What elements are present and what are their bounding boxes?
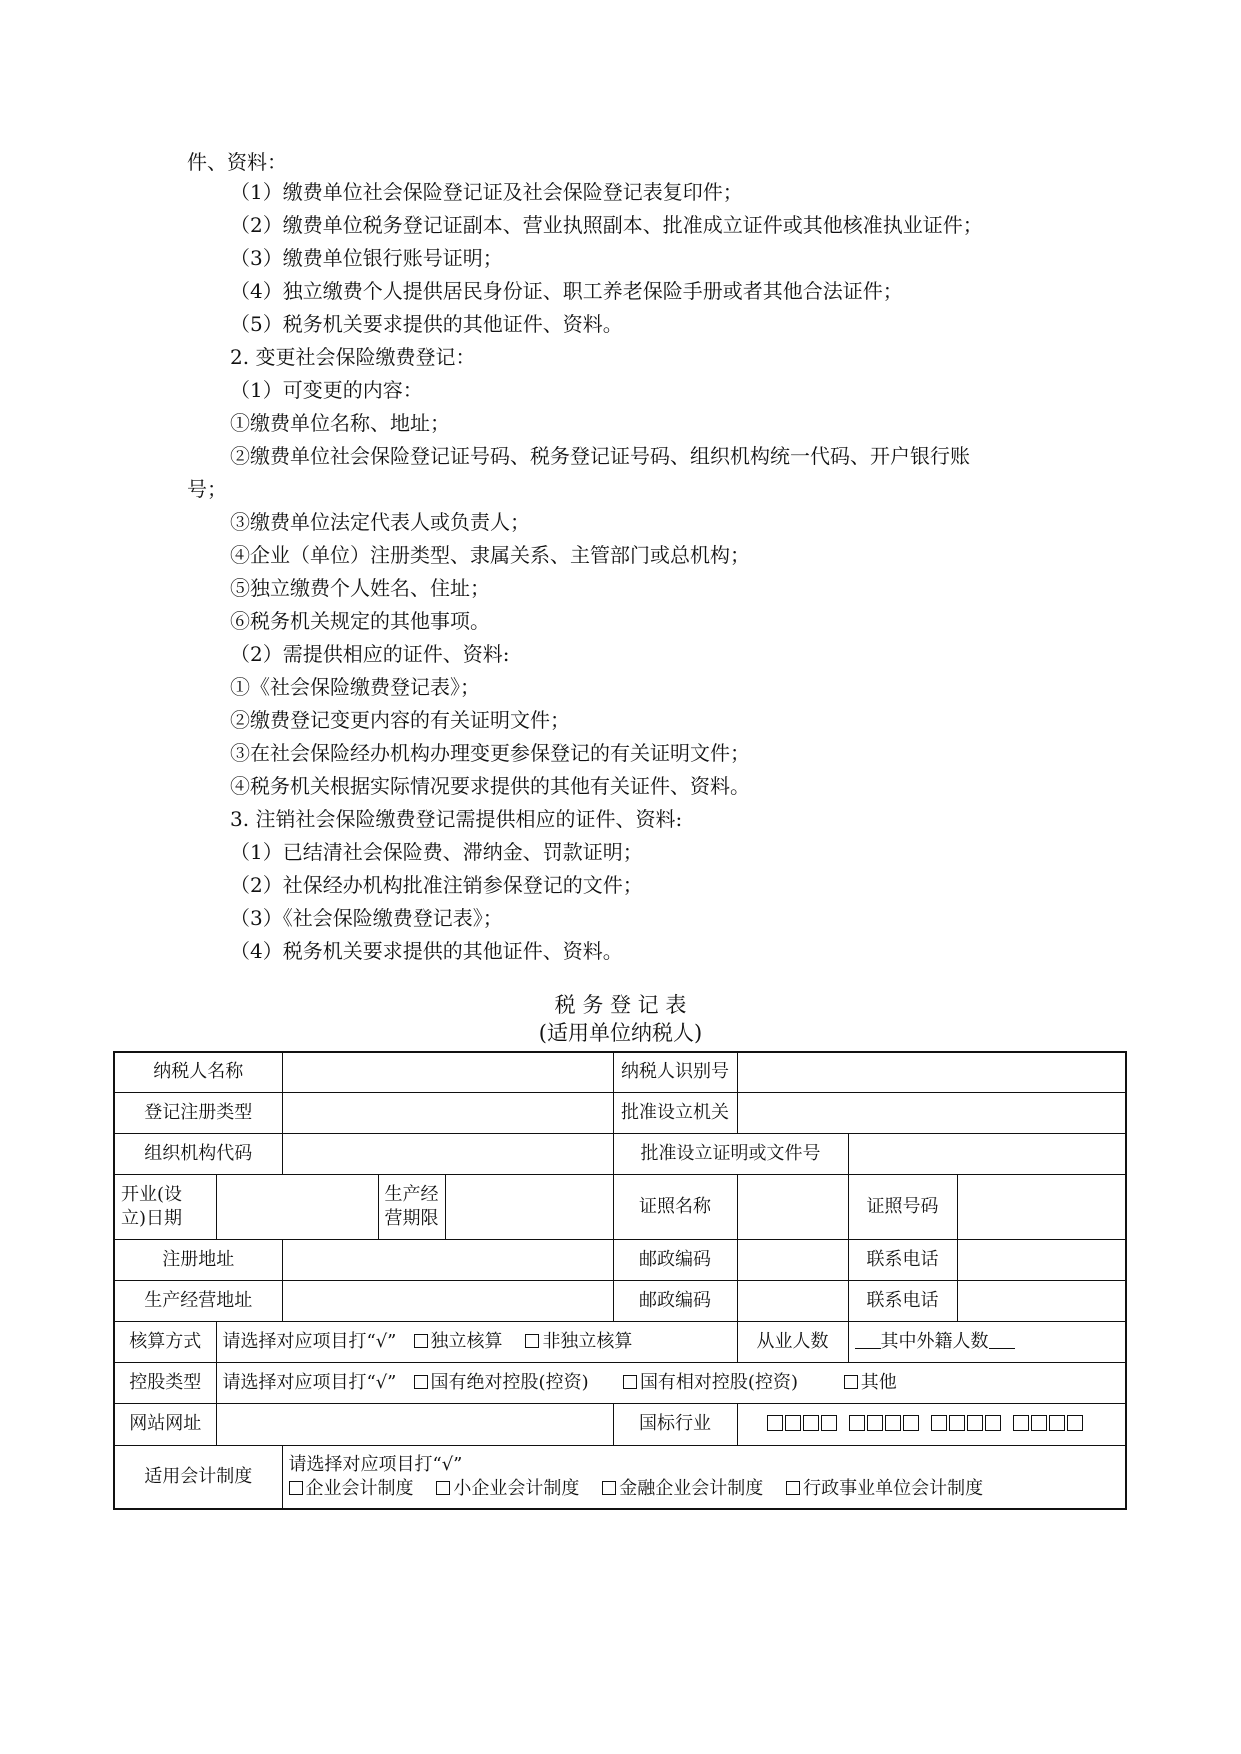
label-foreign-staff: 其中外籍人数	[880, 1330, 989, 1352]
option-state-relative: 国有相对控股(控资)	[639, 1371, 798, 1393]
checkbox-other[interactable]	[844, 1375, 858, 1389]
body-line: ②缴费登记变更内容的有关证明文件；	[230, 708, 570, 732]
holding-type-options	[216, 1362, 1126, 1403]
label-biz-term	[378, 1174, 445, 1239]
label-org-code: 组织机构代码	[114, 1133, 282, 1174]
body-line: ①缴费单位名称、地址；	[230, 411, 450, 435]
label-biz-phone: 联系电话	[848, 1280, 957, 1321]
form-subtitle: (适用单位纳税人)	[538, 1021, 703, 1045]
option-sys-financial: 金融企业会计制度	[619, 1477, 764, 1499]
label-biz-postcode: 邮政编码	[613, 1280, 737, 1321]
employees-field	[848, 1321, 1126, 1362]
accounting-method-options	[216, 1321, 737, 1362]
option-other: 其他	[860, 1371, 897, 1393]
label-taxpayer-name: 纳税人名称	[114, 1052, 282, 1092]
body-line: ③缴费单位法定代表人或负责人；	[230, 510, 530, 534]
body-line: 2. 变更社会保险缴费登记：	[230, 345, 476, 369]
label-license-name: 证照名称	[613, 1174, 737, 1239]
input-employees[interactable]	[855, 1332, 881, 1349]
body-line: （3）缴费单位银行账号证明；	[230, 246, 503, 270]
checkbox-sys-enterprise[interactable]	[289, 1481, 303, 1495]
option-sys-admin: 行政事业单位会计制度	[803, 1477, 984, 1499]
body-line: （2）需提供相应的证件、资料:	[230, 642, 510, 666]
body-line: ③在社会保险经办机构办理变更参保登记的有关证明文件；	[230, 741, 750, 765]
body-line: ④税务机关根据实际情况要求提供的其他有关证件、资料。	[230, 774, 750, 798]
input-phone[interactable]	[957, 1239, 1126, 1280]
label-open-date-line1: 开业(设	[121, 1183, 183, 1205]
body-line: 3. 注销社会保险缴费登记需提供相应的证件、资料:	[230, 807, 683, 831]
body-line: （3）《社会保险缴费登记表》；	[230, 906, 503, 930]
body-line: （4）独立缴费个人提供居民身份证、职工养老保险手册或者其他合法证件；	[230, 279, 903, 303]
input-taxpayer-name[interactable]	[282, 1052, 613, 1092]
form-title: 税 务 登 记 表	[554, 993, 687, 1017]
input-foreign-staff[interactable]	[989, 1332, 1015, 1349]
checkbox-sys-financial[interactable]	[602, 1481, 616, 1495]
choose-hint: 请选择对应项目打“√”	[288, 1453, 463, 1475]
option-sys-enterprise: 企业会计制度	[305, 1477, 414, 1499]
label-employees: 从业人数	[737, 1321, 848, 1362]
body-line: 件、资料：	[187, 150, 287, 174]
label-holding-type: 控股类型	[114, 1362, 216, 1403]
option-non-independent: 非独立核算	[542, 1330, 633, 1352]
input-approving-authority[interactable]	[737, 1092, 1126, 1133]
checkbox-independent[interactable]	[414, 1334, 428, 1348]
body-line: ①《社会保险缴费登记表》；	[230, 675, 480, 699]
body-line: ⑤独立缴费个人姓名、住址；	[230, 576, 490, 600]
option-state-absolute: 国有绝对控股(控资)	[430, 1371, 589, 1393]
label-biz-address: 生产经营地址	[114, 1280, 282, 1321]
checkbox-state-relative[interactable]	[623, 1375, 637, 1389]
input-taxpayer-id[interactable]	[737, 1052, 1126, 1092]
input-biz-address[interactable]	[282, 1280, 613, 1321]
label-accounting-method: 核算方式	[114, 1321, 216, 1362]
checkbox-state-absolute[interactable]	[414, 1375, 428, 1389]
label-reg-type: 登记注册类型	[114, 1092, 282, 1133]
input-open-date[interactable]	[216, 1174, 378, 1239]
checkbox-sys-admin[interactable]	[786, 1481, 800, 1495]
input-reg-type[interactable]	[282, 1092, 613, 1133]
input-biz-postcode[interactable]	[737, 1280, 848, 1321]
input-postcode[interactable]	[737, 1239, 848, 1280]
input-org-code[interactable]	[282, 1133, 613, 1174]
label-open-date	[114, 1174, 216, 1239]
body-line: （2）缴费单位税务登记证副本、营业执照副本、批准成立证件或其他核准执业证件；	[230, 213, 983, 237]
body-line: ④企业（单位）注册类型、隶属关系、主管部门或总机构；	[230, 543, 750, 567]
input-license-no[interactable]	[957, 1174, 1126, 1239]
label-phone: 联系电话	[848, 1239, 957, 1280]
label-biz-term-line2: 营期限	[384, 1207, 439, 1229]
body-line: ⑥税务机关规定的其他事项。	[230, 609, 490, 633]
label-postcode: 邮政编码	[613, 1239, 737, 1280]
input-approval-doc[interactable]	[848, 1133, 1126, 1174]
input-biz-phone[interactable]	[957, 1280, 1126, 1321]
label-biz-term-line1: 生产经	[384, 1183, 439, 1205]
body-line: （2）社保经办机构批准注销参保登记的文件；	[230, 873, 643, 897]
option-independent: 独立核算	[430, 1330, 503, 1352]
body-line: 号；	[187, 477, 227, 501]
choose-hint: 请选择对应项目打“√”	[222, 1330, 397, 1352]
input-website[interactable]	[216, 1403, 613, 1445]
label-industry: 国标行业	[613, 1403, 737, 1445]
label-accounting-system: 适用会计制度	[114, 1445, 282, 1509]
accounting-system-options	[282, 1445, 1126, 1509]
label-approval-doc: 批准设立证明或文件号	[613, 1133, 848, 1174]
label-license-no: 证照号码	[848, 1174, 957, 1239]
label-taxpayer-id: 纳税人识别号	[613, 1052, 737, 1092]
body-line: （1）已结清社会保险费、滞纳金、罚款证明；	[230, 840, 643, 864]
input-reg-address[interactable]	[282, 1239, 613, 1280]
body-line: ②缴费单位社会保险登记证号码、税务登记证号码、组织机构统一代码、开户银行账	[230, 444, 970, 468]
body-line: （4）税务机关要求提供的其他证件、资料。	[230, 939, 623, 963]
input-biz-term[interactable]	[445, 1174, 613, 1239]
body-line: （1）缴费单位社会保险登记证及社会保险登记表复印件；	[230, 180, 743, 204]
input-license-name[interactable]	[737, 1174, 848, 1239]
body-line: （5）税务机关要求提供的其他证件、资料。	[230, 312, 623, 336]
label-reg-address: 注册地址	[114, 1239, 282, 1280]
label-website: 网站网址	[114, 1403, 216, 1445]
tax-registration-table	[113, 1051, 1127, 1510]
label-open-date-line2: 立)日期	[121, 1207, 183, 1229]
label-approving-authority: 批准设立机关	[613, 1092, 737, 1133]
body-line: （1）可变更的内容：	[230, 378, 423, 402]
checkbox-non-independent[interactable]	[525, 1334, 539, 1348]
choose-hint: 请选择对应项目打“√”	[222, 1371, 397, 1393]
checkbox-sys-small[interactable]	[436, 1481, 450, 1495]
option-sys-small: 小企业会计制度	[453, 1477, 580, 1499]
industry-code-boxes[interactable]	[737, 1403, 1126, 1445]
